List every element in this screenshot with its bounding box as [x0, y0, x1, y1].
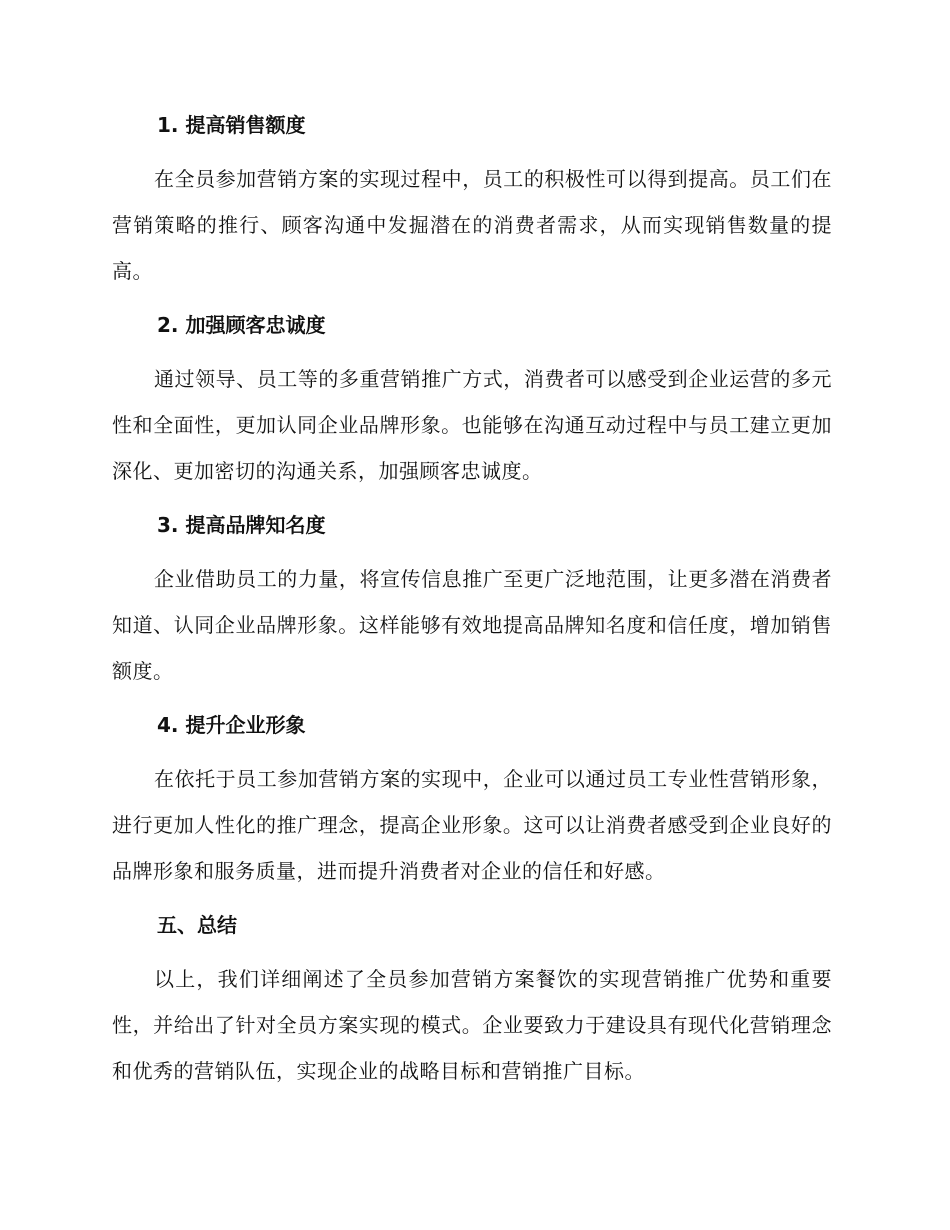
section-heading-brand-awareness: 3. 提高品牌知名度: [157, 513, 326, 537]
section-heading-summary: 五、总结: [157, 913, 237, 937]
section-heading-loyalty: 2. 加强顾客忠诚度: [157, 313, 326, 337]
section-body-brand-awareness: 企业借助员工的力量，将宣传信息推广至更广泛地范围，让更多潜在消费者知道、认同企业品牌形象。这样能够有效地提高品牌知名度和信任度，增加销售额度。: [112, 567, 832, 683]
section-body-summary: 以上，我们详细阐述了全员参加营销方案餐饮的实现营销推广优势和重要性，并给出了针对全员方案实现的模式。企业要致力于建设具有现代化营销理念和优秀的营销队伍，实现企业的战略目标和营销推广目标。: [112, 967, 832, 1083]
section-heading-corporate-image: 4. 提升企业形象: [157, 713, 306, 737]
section-body-corporate-image: 在依托于员工参加营销方案的实现中，企业可以通过员工专业性营销形象，进行更加人性化的推广理念，提高企业形象。这可以让消费者感受到企业良好的品牌形象和服务质量，进而提升消费者对企业的信任和好感。: [112, 767, 832, 883]
section-body-sales: 在全员参加营销方案的实现过程中，员工的积极性可以得到提高。员工们在营销策略的推行、顾客沟通中发掘潜在的消费者需求，从而实现销售数量的提高。: [112, 167, 832, 283]
section-body-loyalty: 通过领导、员工等的多重营销推广方式，消费者可以感受到企业运营的多元性和全面性，更加认同企业品牌形象。也能够在沟通互动过程中与员工建立更加深化、更加密切的沟通关系，加强顾客忠诚度。: [112, 367, 832, 483]
section-heading-sales: 1. 提高销售额度: [157, 113, 306, 137]
document-content: [112, 110, 832, 1110]
